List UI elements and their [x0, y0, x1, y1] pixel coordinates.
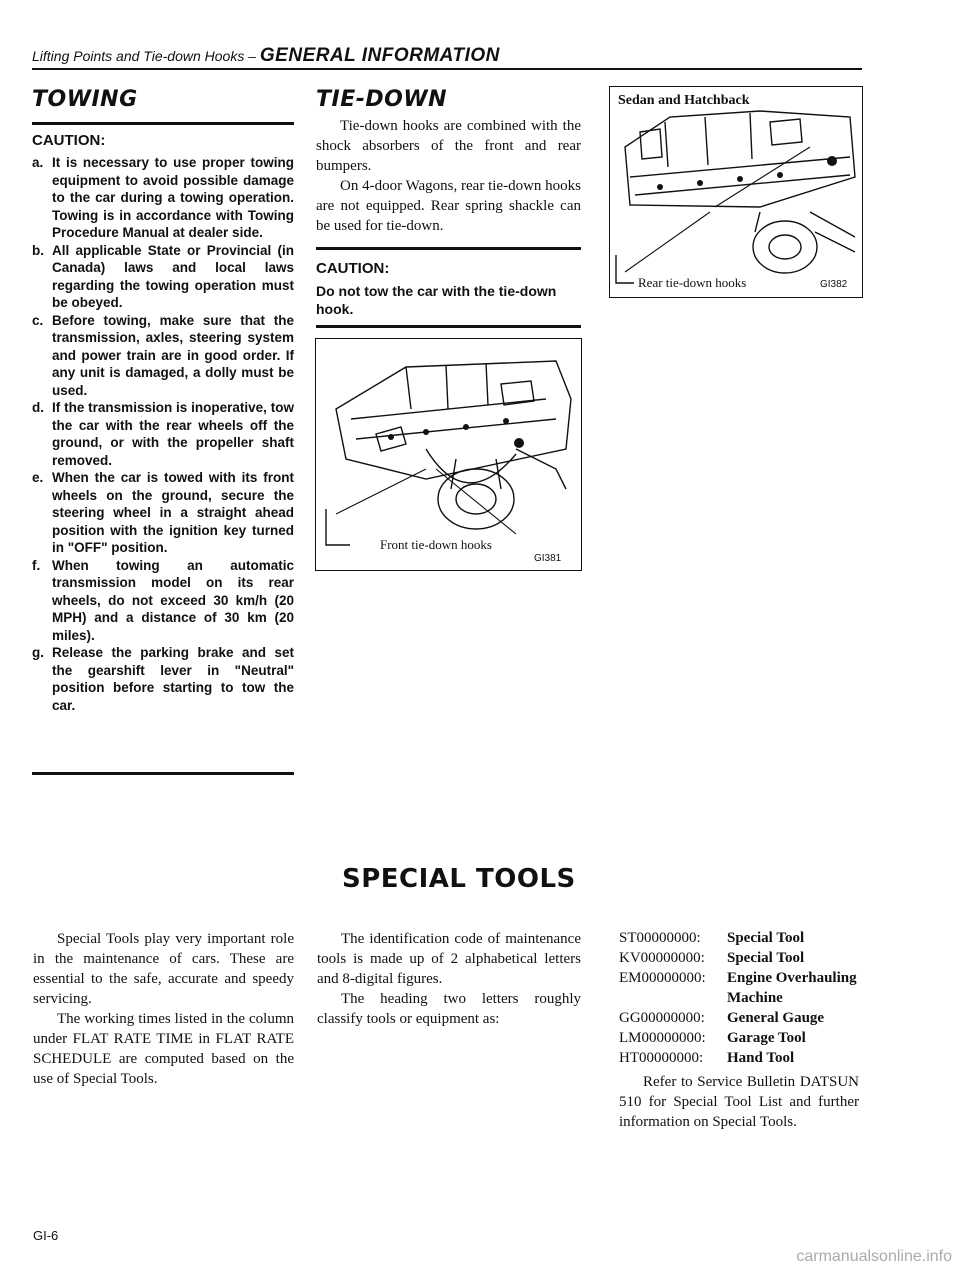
special-tools-title: SPECIAL TOOLS	[342, 864, 576, 894]
watermark: carmanualsonline.info	[796, 1248, 952, 1265]
tool-code-row	[619, 948, 859, 968]
tiedown-caution-text: Do not tow the car with the tie-down hook.	[316, 283, 557, 317]
special-tools-middle-paragraph-1: The identification code of maintenance tools is made up of 2 alphabetical letters and 8-digital figures.	[317, 931, 581, 987]
header-section-label: Lifting Points and Tie-down Hooks – GENERAL INFORMATION	[32, 45, 500, 66]
rear-tiedown-illustration	[610, 87, 861, 296]
front-tiedown-illustration	[316, 339, 580, 569]
special-tools-middle-text	[317, 929, 581, 1029]
rear-figure-title: Sedan and Hatchback	[618, 93, 750, 108]
tool-code: HT00000000:	[619, 1050, 704, 1066]
tiedown-rule-bottom	[316, 325, 581, 328]
tool-name: Engine Overhauling Machine	[727, 970, 857, 1006]
tool-code-row	[619, 1008, 859, 1028]
tool-code-row	[619, 928, 859, 948]
tool-code: KV00000000:	[619, 950, 705, 966]
caution-item-d: d. If the transmission is inoperative, tow the car with the rear wheels off the ground, or with the propeller shaft removed.	[32, 400, 294, 468]
towing-rule-top	[32, 122, 294, 125]
rear-tiedown-figure	[609, 86, 863, 298]
tiedown-body	[316, 116, 581, 236]
tool-code-row	[619, 1028, 859, 1048]
tool-name: Hand Tool	[727, 1050, 795, 1066]
caution-item-c: c. Before towing, make sure that the transmission, axles, steering system and power train are in good order. If any unit is damaged, a dolly must be used.	[32, 312, 294, 398]
tool-code: EM00000000:	[619, 970, 706, 986]
caution-item-g: g. Release the parking brake and set the gearshift lever in "Neutral" position before starting to tow the car.	[32, 645, 294, 713]
tool-code-row	[619, 1048, 859, 1068]
special-tools-middle-paragraph-2: The heading two letters roughly classify tools or equipment as:	[317, 991, 581, 1027]
special-tools-left-paragraph-2: The working times listed in the column under FLAT RATE TIME in FLAT RATE SCHEDULE are computed based on the use of Special Tools.	[33, 1011, 294, 1087]
towing-title: TOWING	[32, 87, 138, 112]
towing-caution-list	[32, 154, 294, 714]
tiedown-paragraph-2: On 4-door Wagons, rear tie-down hooks are not equipped. Rear spring shackle can be used for tie-down.	[316, 178, 581, 234]
tool-name: General Gauge	[727, 1010, 825, 1026]
page-header	[32, 36, 862, 70]
towing-caution-title: CAUTION:	[32, 132, 106, 149]
rear-figure-code: GI382	[820, 279, 848, 290]
caution-item-b: b. All applicable State or Provincial (in Canada) laws and local laws regarding the towing operation must be obeyed.	[32, 242, 294, 310]
rear-figure-label: Rear tie-down hooks	[638, 275, 747, 290]
tool-code: LM00000000:	[619, 1030, 706, 1046]
towing-rule-bottom	[32, 772, 294, 775]
tool-name: Special Tool	[727, 950, 805, 966]
special-tools-left-text	[33, 929, 294, 1089]
tool-name: Special Tool	[727, 930, 805, 946]
tool-code: ST00000000:	[619, 930, 701, 946]
tool-code: GG00000000:	[619, 1010, 705, 1026]
page-number: GI-6	[33, 1228, 59, 1243]
front-figure-label: Front tie-down hooks	[380, 537, 492, 552]
special-tools-refer-text: Refer to Service Bulletin DATSUN 510 for Special Tool List and further information on Special Tools.	[619, 1074, 859, 1130]
tool-name: Garage Tool	[727, 1030, 806, 1046]
tool-code-row	[619, 968, 859, 1008]
front-tiedown-figure	[315, 338, 582, 571]
tiedown-title: TIE-DOWN	[316, 87, 447, 112]
front-figure-code: GI381	[534, 553, 562, 564]
tiedown-paragraph-1: Tie-down hooks are combined with the shock absorbers of the front and rear bumpers.	[316, 118, 581, 174]
tiedown-rule-top	[316, 247, 581, 250]
caution-item-e: e. When the car is towed with its front wheels on the ground, secure the steering wheel in a straight ahead position with the ignition key turned in "OFF" position.	[32, 470, 294, 555]
tool-code-table	[619, 928, 859, 1132]
caution-item-f: f. When towing an automatic transmission model on its rear wheels, do not exceed 30 km/h (20 MPH) and a distance of 30 km (20 miles).	[32, 557, 294, 643]
header-chapter-label: GENERAL INFORMATION	[259, 45, 500, 66]
caution-item-a: a. It is necessary to use proper towing equipment to avoid possible damage to the car during a towing operation. Towing is in accordance with Towing Procedure Manual at dealer side.	[32, 155, 294, 240]
special-tools-left-paragraph-1: Special Tools play very important role in the maintenance of cars. These are essential to the safe, accurate and speedy servicing.	[33, 931, 294, 1007]
tiedown-caution-title: CAUTION:	[316, 260, 390, 277]
